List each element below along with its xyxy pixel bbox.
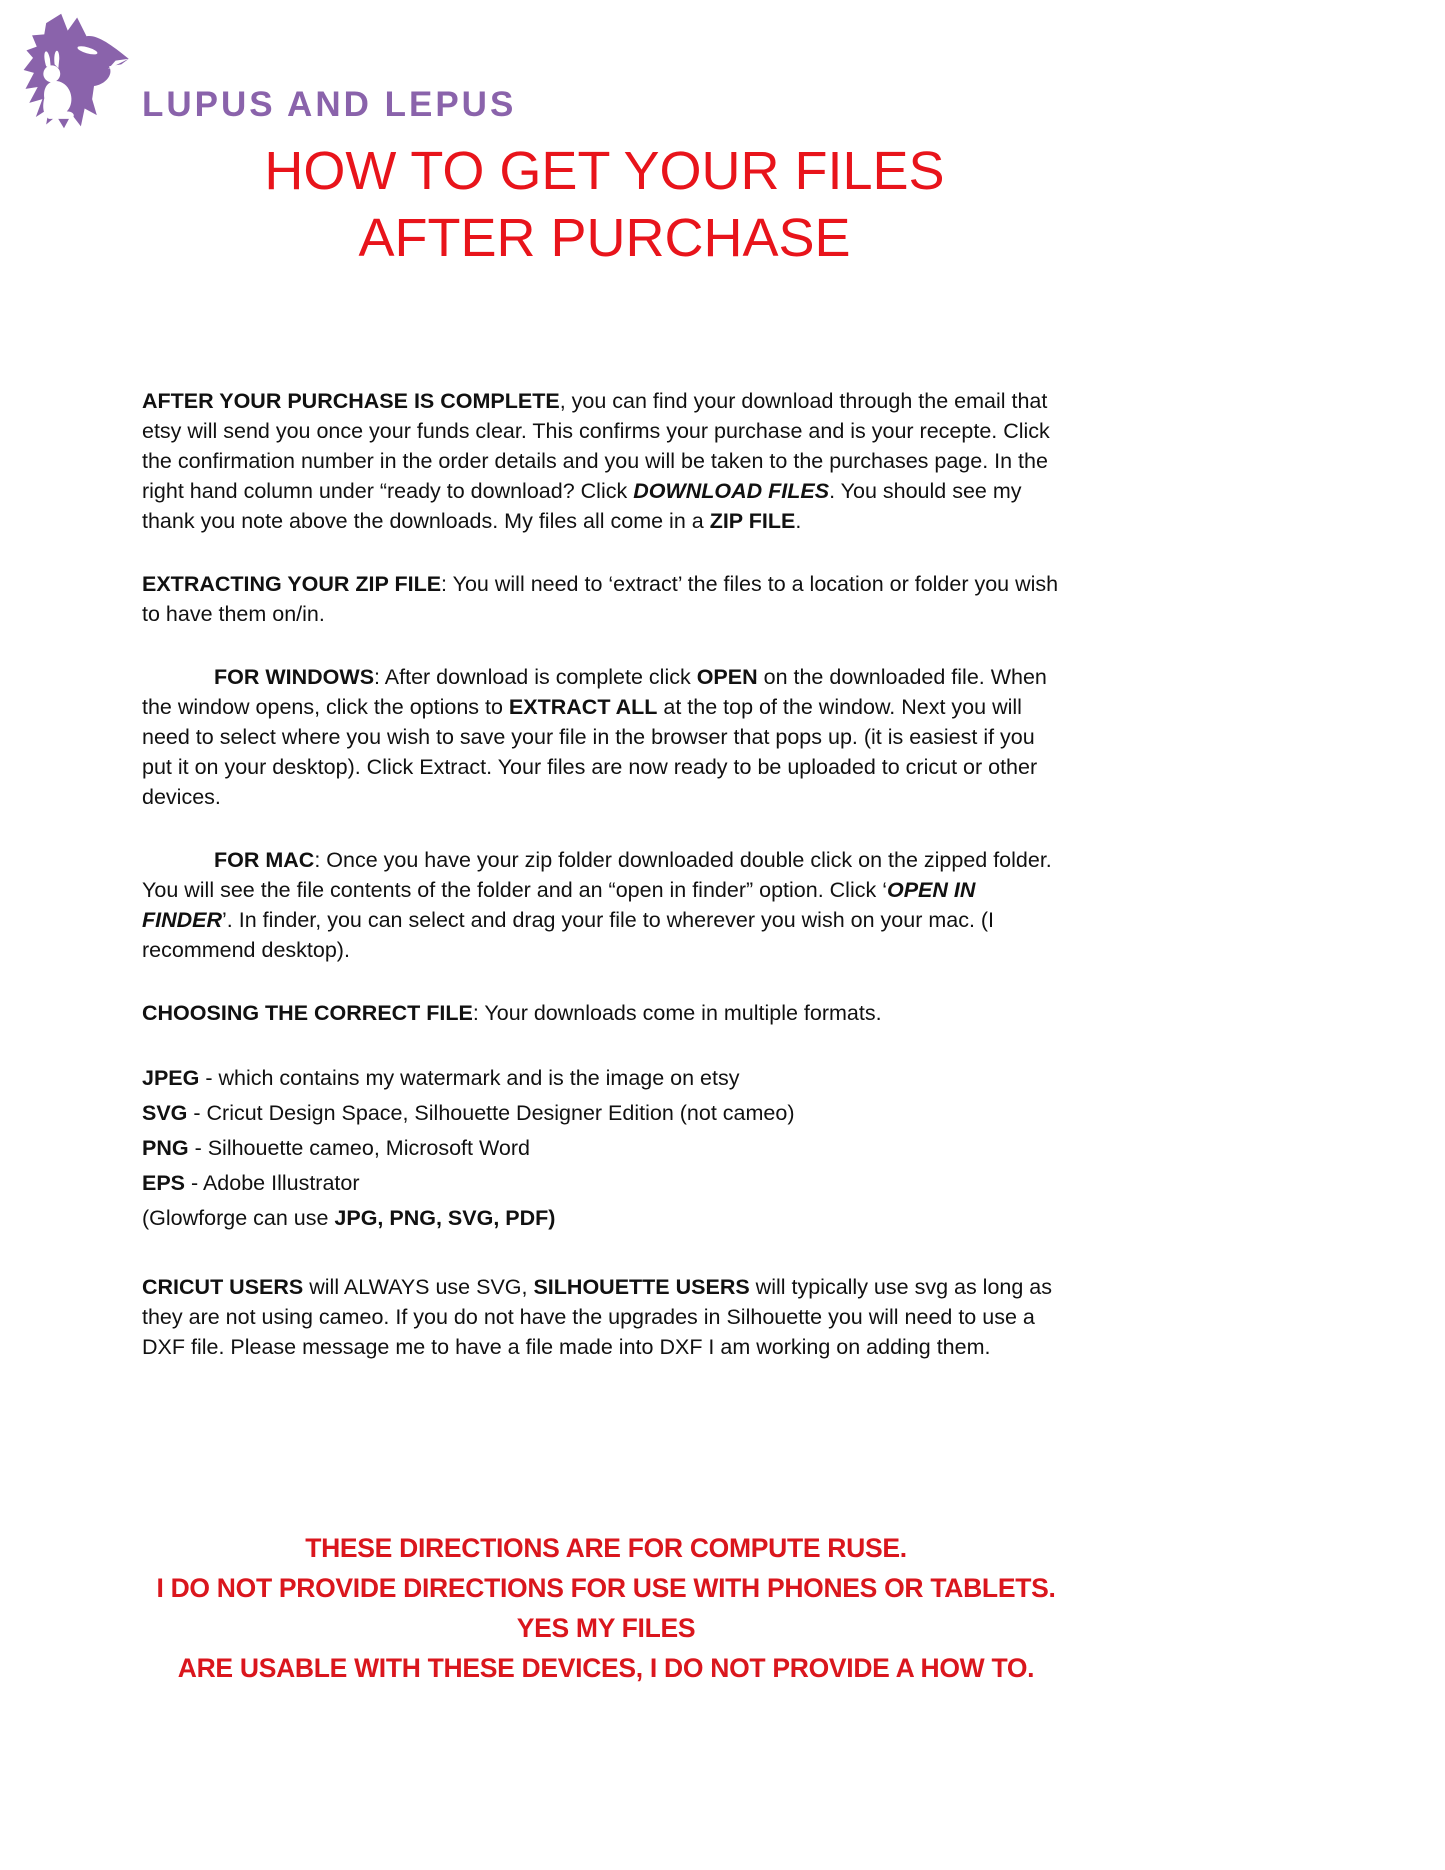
text-segment: FOR WINDOWS xyxy=(214,665,375,689)
after-purchase-paragraph xyxy=(142,386,1070,536)
brand-name: LUPUS AND LEPUS xyxy=(142,85,517,124)
text-segment: ZIP FILE xyxy=(709,509,796,533)
document-body xyxy=(142,386,1070,1395)
text-segment: PNG xyxy=(142,1136,189,1160)
format-eps-line xyxy=(142,1166,1070,1201)
text-segment: AFTER YOUR PURCHASE IS COMPLETE xyxy=(142,389,560,413)
text-segment: DOWNLOAD FILES xyxy=(633,479,830,503)
device-notice-line-2: I DO NOT PROVIDE DIRECTIONS FOR USE WITH PHONES OR TABLETS. YES MY FILES xyxy=(156,1573,1056,1643)
extracting-zip-paragraph xyxy=(142,569,1070,629)
cricut-users-paragraph xyxy=(142,1272,1070,1362)
format-svg-line xyxy=(142,1096,1070,1131)
device-notice-line-3: ARE USABLE WITH THESE DEVICES, I DO NOT PROVIDE A HOW TO. xyxy=(177,1653,1035,1683)
text-segment: - Adobe Illustrator xyxy=(185,1171,360,1195)
text-segment: - which contains my watermark and is the image on etsy xyxy=(199,1066,740,1090)
page-title xyxy=(142,138,1067,272)
page-title-line-2: AFTER PURCHASE xyxy=(358,208,851,268)
text-segment: CHOOSING THE CORRECT FILE xyxy=(142,1001,473,1025)
text-segment: at the top of the window. Next you will need to select where you wish to save your file in the browser that pops up. (it is easiest if you put it on your desktop). Click Extract. Your files are now ready to be uploaded to cricut or other devices. xyxy=(142,695,1038,809)
text-segment: OPEN xyxy=(696,665,758,689)
text-segment: (Glowforge can use xyxy=(142,1206,335,1230)
text-segment: JPG, PNG, SVG, PDF) xyxy=(334,1206,556,1230)
file-format-list xyxy=(142,1061,1070,1236)
format-jpeg-line xyxy=(142,1061,1070,1096)
text-segment: OPEN IN FINDER xyxy=(142,878,976,932)
text-segment: - Silhouette cameo, Microsoft Word xyxy=(188,1136,530,1160)
choosing-file-paragraph xyxy=(142,998,1070,1028)
text-segment: : After download is complete click xyxy=(374,665,697,689)
text-segment: ’. In finder, you can select and drag your file to wherever you wish on your mac. (I recommend desktop). xyxy=(142,908,995,962)
text-segment: on the downloaded file. When the window opens, click the options to xyxy=(142,665,1047,719)
for-windows-paragraph xyxy=(142,662,1070,812)
text-segment: JPEG xyxy=(142,1066,200,1090)
device-notice xyxy=(142,1528,1070,1688)
device-notice-line-1: THESE DIRECTIONS ARE FOR COMPUTE RUSE. xyxy=(305,1533,907,1563)
text-segment: - Cricut Design Space, Silhouette Designer Edition (not cameo) xyxy=(187,1101,795,1125)
for-mac-paragraph xyxy=(142,845,1070,965)
text-segment: will ALWAYS use SVG, xyxy=(303,1275,534,1299)
text-segment: . You should see my thank you note above the downloads. My files all come in a xyxy=(142,479,1022,533)
text-segment: . xyxy=(795,509,802,533)
text-segment: FOR MAC xyxy=(214,848,315,872)
text-segment: EPS xyxy=(142,1171,186,1195)
text-segment: EXTRACT ALL xyxy=(508,695,658,719)
format-glowforge-line xyxy=(142,1201,1070,1236)
text-segment: EXTRACTING YOUR ZIP FILE xyxy=(142,572,442,596)
text-segment: , you can find your download through the email that etsy will send you once your funds clear. This confirms your purchase and is your recepte. Click the confirmation number in the order details and you will be taken to the purchases page. In the right hand column under “ready to download? Click xyxy=(142,389,1050,503)
text-segment: SVG xyxy=(142,1101,188,1125)
format-png-line xyxy=(142,1131,1070,1166)
text-segment: will typically use svg as long as they are not using cameo. If you do not have the upgrades in Silhouette you will need to use a DXF file. Please message me to have a file made into DXF I am working on adding them. xyxy=(142,1275,1053,1359)
page-title-line-1: HOW TO GET YOUR FILES xyxy=(264,141,945,201)
brand-logo xyxy=(18,8,516,139)
text-segment: : Once you have your zip folder downloaded double click on the zipped folder. You will see the file contents of the folder and an “open in finder” option. Click ‘ xyxy=(142,848,1052,902)
text-segment: : You will need to ‘extract’ the files to a location or folder you wish to have them on/in. xyxy=(142,572,1059,626)
text-segment: SILHOUETTE USERS xyxy=(533,1275,750,1299)
text-segment: : Your downloads come in multiple formats. xyxy=(472,1001,882,1025)
text-segment: CRICUT USERS xyxy=(142,1275,304,1299)
wolf-and-rabbit-logo-icon xyxy=(18,8,140,139)
